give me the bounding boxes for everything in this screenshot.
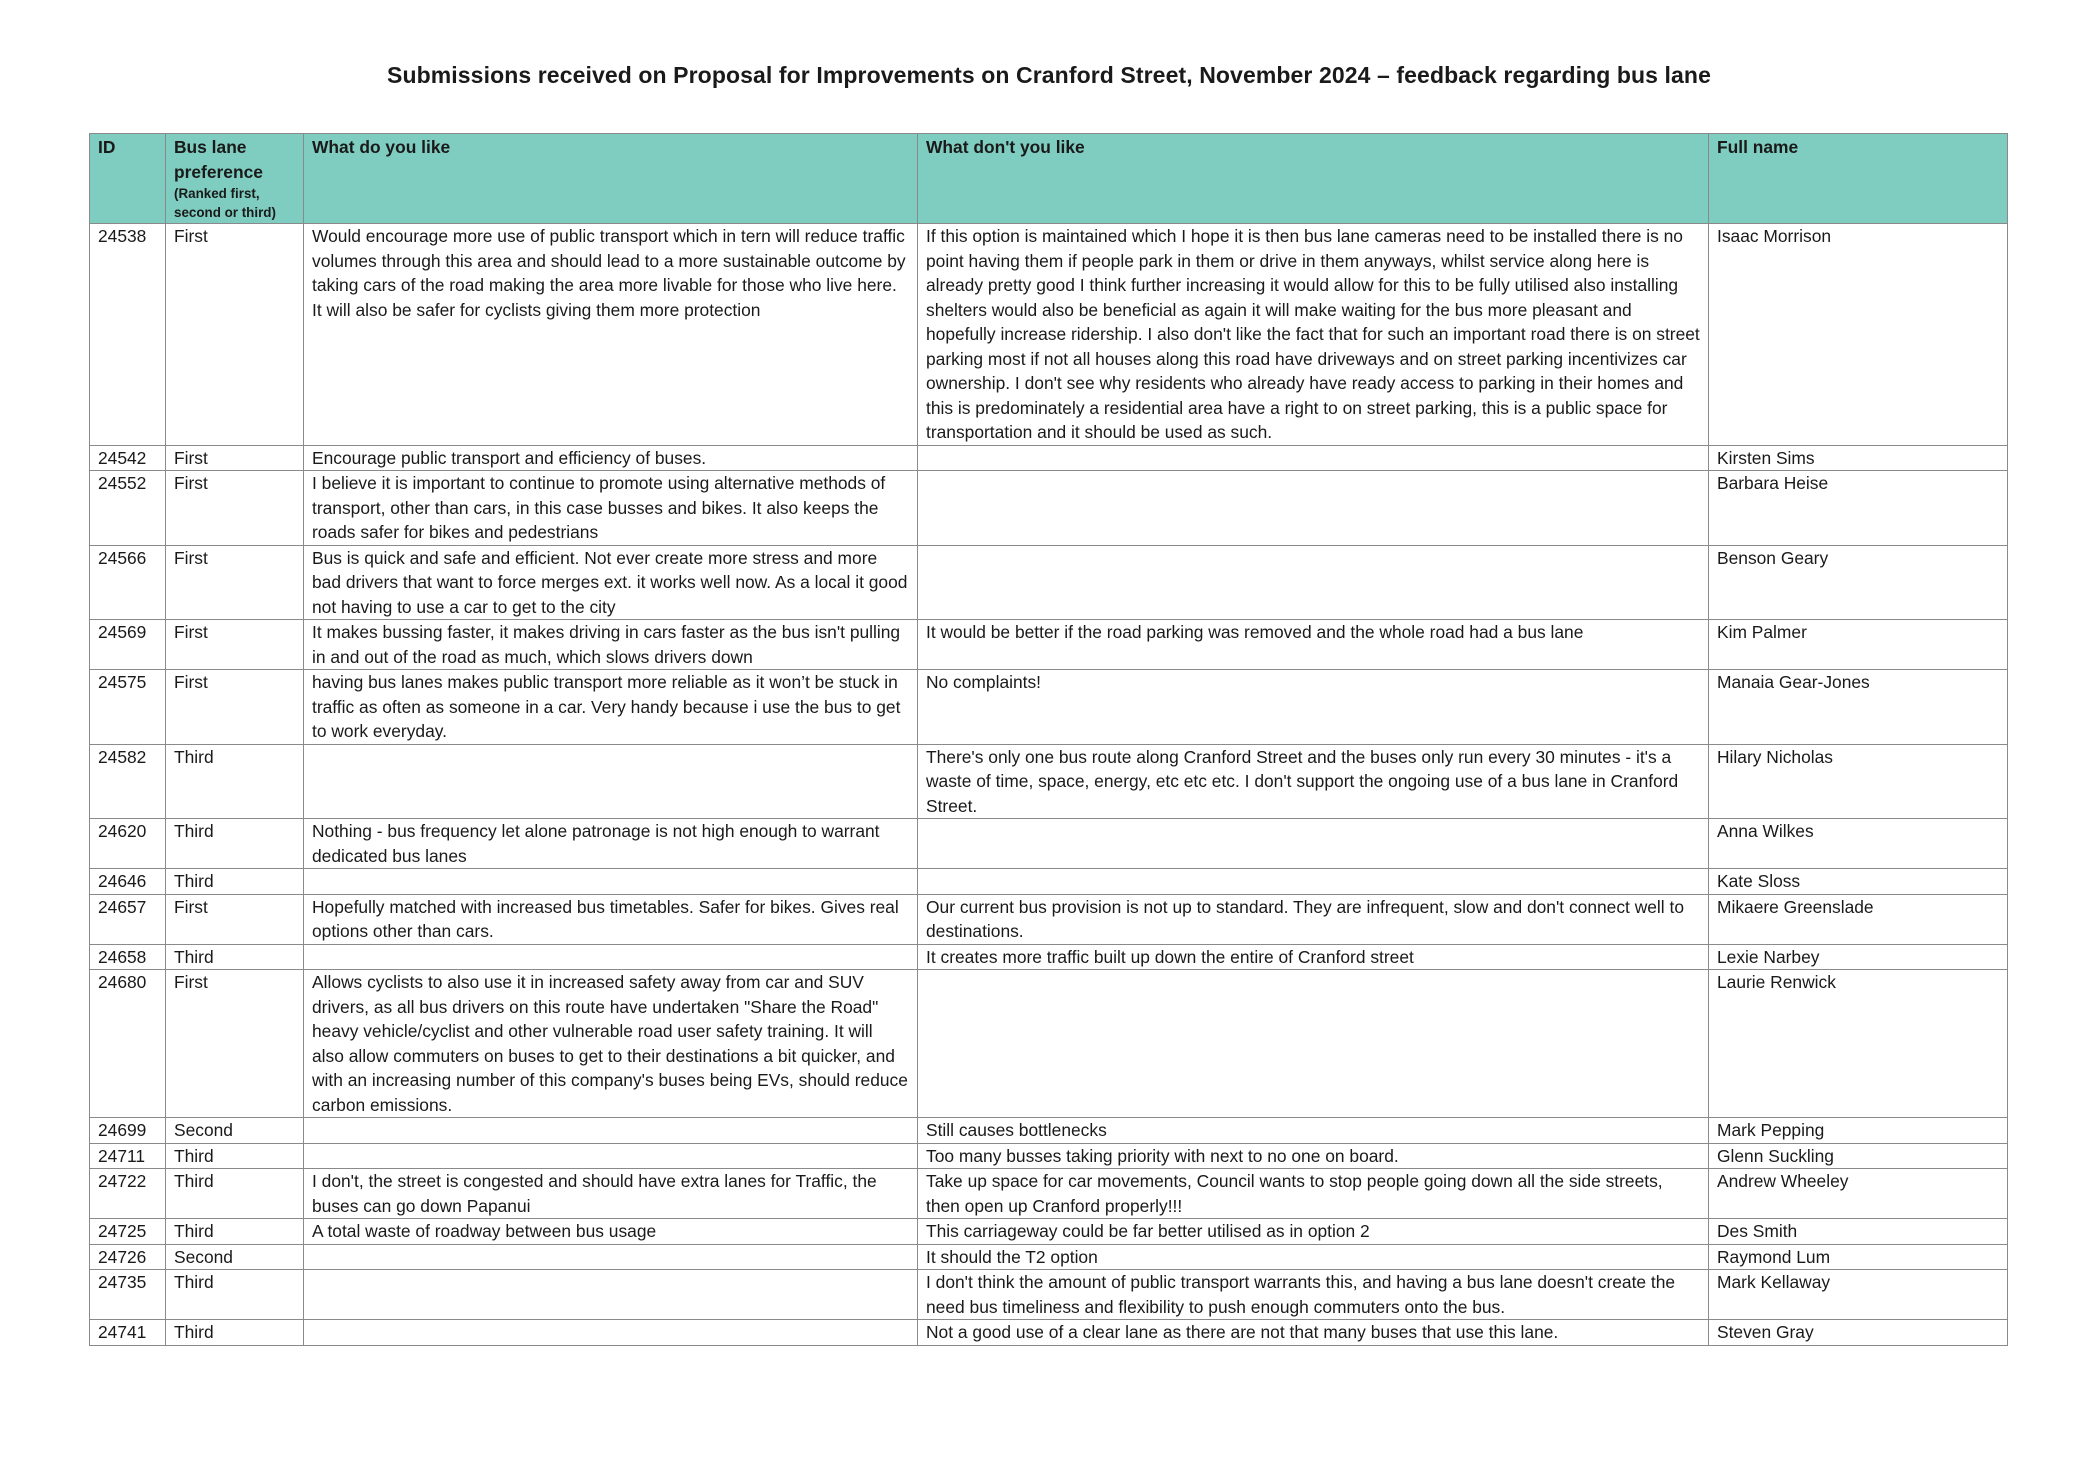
cell-dislike [918, 545, 1709, 620]
cell-preference: Third [166, 1320, 304, 1346]
cell-id: 24569 [90, 620, 166, 670]
cell-dislike: It should the T2 option [918, 1244, 1709, 1270]
cell-dislike [918, 819, 1709, 869]
cell-name: Kate Sloss [1709, 869, 2008, 895]
cell-name: Barbara Heise [1709, 471, 2008, 546]
cell-preference: Third [166, 819, 304, 869]
cell-name: Kirsten Sims [1709, 445, 2008, 471]
table-row [90, 894, 2008, 944]
table-row [90, 1143, 2008, 1169]
cell-preference: Second [166, 1244, 304, 1270]
cell-dislike: It creates more traffic built up down the entire of Cranford street [918, 944, 1709, 970]
cell-dislike [918, 471, 1709, 546]
cell-dislike [918, 869, 1709, 895]
cell-like [304, 1244, 918, 1270]
table-row [90, 944, 2008, 970]
cell-id: 24566 [90, 545, 166, 620]
table-row [90, 471, 2008, 546]
cell-name: Benson Geary [1709, 545, 2008, 620]
cell-name: Laurie Renwick [1709, 970, 2008, 1118]
table-row [90, 869, 2008, 895]
cell-like: It makes bussing faster, it makes driving in cars faster as the bus isn't pulling in and out of the road as much, which slows drivers down [304, 620, 918, 670]
cell-preference: Third [166, 1143, 304, 1169]
cell-preference: First [166, 445, 304, 471]
cell-dislike: Our current bus provision is not up to standard. They are infrequent, slow and don't connect well to destinations. [918, 894, 1709, 944]
cell-dislike: Still causes bottlenecks [918, 1118, 1709, 1144]
cell-like [304, 1320, 918, 1346]
cell-preference: First [166, 670, 304, 745]
cell-dislike: There's only one bus route along Cranford Street and the buses only run every 30 minutes - it's a waste of time, space, energy, etc etc etc. I don't support the ongoing use of a bus lane in Cranford Street. [918, 744, 1709, 819]
cell-name: Manaia Gear-Jones [1709, 670, 2008, 745]
cell-preference: First [166, 471, 304, 546]
cell-dislike: Take up space for car movements, Council wants to stop people going down all the side streets, then open up Cranford properly!!! [918, 1169, 1709, 1219]
header-id: ID [90, 134, 166, 224]
cell-id: 24538 [90, 224, 166, 446]
cell-preference: Third [166, 944, 304, 970]
header-preference [166, 134, 304, 224]
page-title: Submissions received on Proposal for Improvements on Cranford Street, November 2024 – feedback regarding bus lane [387, 62, 1711, 88]
cell-dislike: It would be better if the road parking was removed and the whole road had a bus lane [918, 620, 1709, 670]
header-name: Full name [1709, 134, 2008, 224]
cell-id: 24575 [90, 670, 166, 745]
cell-id: 24725 [90, 1219, 166, 1245]
cell-name: Mark Kellaway [1709, 1270, 2008, 1320]
table-row [90, 1270, 2008, 1320]
cell-like: Allows cyclists to also use it in increased safety away from car and SUV drivers, as all bus drivers on this route have undertaken "Share the Road" heavy vehicle/cyclist and other vulnerable road user safety training. It will also allow commuters on buses to get to their destinations a bit quicker, and with an increasing number of this company's buses being EVs, should reduce carbon emissions. [304, 970, 918, 1118]
cell-like [304, 1118, 918, 1144]
cell-like [304, 869, 918, 895]
table-row [90, 1244, 2008, 1270]
table-row [90, 819, 2008, 869]
cell-name: Glenn Suckling [1709, 1143, 2008, 1169]
cell-id: 24646 [90, 869, 166, 895]
header-preference-note: (Ranked first, second or third) [174, 186, 276, 220]
cell-name: Kim Palmer [1709, 620, 2008, 670]
cell-id: 24542 [90, 445, 166, 471]
cell-dislike: This carriageway could be far better utilised as in option 2 [918, 1219, 1709, 1245]
cell-like: Hopefully matched with increased bus timetables. Safer for bikes. Gives real options other than cars. [304, 894, 918, 944]
cell-preference: Third [166, 1270, 304, 1320]
cell-preference: First [166, 224, 304, 446]
cell-like: I believe it is important to continue to promote using alternative methods of transport, other than cars, in this case busses and bikes. It also keeps the roads safer for bikes and pedestrians [304, 471, 918, 546]
cell-id: 24552 [90, 471, 166, 546]
header-like: What do you like [304, 134, 918, 224]
cell-name: Des Smith [1709, 1219, 2008, 1245]
cell-like: having bus lanes makes public transport more reliable as it won’t be stuck in traffic as often as someone in a car. Very handy because i use the bus to get to work everyday. [304, 670, 918, 745]
table-row [90, 744, 2008, 819]
cell-preference: Third [166, 744, 304, 819]
table-row [90, 545, 2008, 620]
cell-dislike: No complaints! [918, 670, 1709, 745]
header-preference-label: Bus lane preference [174, 137, 263, 182]
cell-like: A total waste of roadway between bus usage [304, 1219, 918, 1245]
table-row [90, 1320, 2008, 1346]
table-row [90, 1219, 2008, 1245]
cell-name: Lexie Narbey [1709, 944, 2008, 970]
cell-dislike [918, 445, 1709, 471]
cell-like [304, 1143, 918, 1169]
cell-preference: Third [166, 1169, 304, 1219]
cell-like [304, 944, 918, 970]
cell-preference: Second [166, 1118, 304, 1144]
cell-id: 24680 [90, 970, 166, 1118]
feedback-table [89, 133, 2008, 1346]
cell-like: Encourage public transport and efficiency of buses. [304, 445, 918, 471]
table-row [90, 670, 2008, 745]
table-body [90, 224, 2008, 1346]
cell-dislike: Not a good use of a clear lane as there are not that many buses that use this lane. [918, 1320, 1709, 1346]
cell-id: 24658 [90, 944, 166, 970]
cell-id: 24582 [90, 744, 166, 819]
cell-name: Andrew Wheeley [1709, 1169, 2008, 1219]
cell-like: Bus is quick and safe and efficient. Not ever create more stress and more bad drivers that want to force merges ext. it works well now. As a local it good not having to use a car to get to the city [304, 545, 918, 620]
cell-like: Would encourage more use of public transport which in tern will reduce traffic volumes through this area and should lead to a more sustainable outcome by taking cars of the road making the area more livable for those who live here. It will also be safer for cyclists giving them more protection [304, 224, 918, 446]
table-row [90, 620, 2008, 670]
cell-preference: First [166, 545, 304, 620]
cell-like: I don't, the street is congested and should have extra lanes for Traffic, the buses can go down Papanui [304, 1169, 918, 1219]
cell-like: Nothing - bus frequency let alone patronage is not high enough to warrant dedicated bus lanes [304, 819, 918, 869]
cell-preference: Third [166, 869, 304, 895]
cell-dislike: I don't think the amount of public transport warrants this, and having a bus lane doesn't create the need bus timeliness and flexibility to push enough commuters onto the bus. [918, 1270, 1709, 1320]
cell-id: 24722 [90, 1169, 166, 1219]
table-row [90, 224, 2008, 446]
cell-id: 24711 [90, 1143, 166, 1169]
table-row [90, 1118, 2008, 1144]
cell-id: 24735 [90, 1270, 166, 1320]
cell-like [304, 1270, 918, 1320]
table-header-row [90, 134, 2008, 224]
cell-name: Anna Wilkes [1709, 819, 2008, 869]
cell-name: Hilary Nicholas [1709, 744, 2008, 819]
cell-name: Steven Gray [1709, 1320, 2008, 1346]
cell-preference: First [166, 894, 304, 944]
cell-like [304, 744, 918, 819]
cell-id: 24741 [90, 1320, 166, 1346]
cell-name: Mark Pepping [1709, 1118, 2008, 1144]
cell-name: Raymond Lum [1709, 1244, 2008, 1270]
cell-name: Mikaere Greenslade [1709, 894, 2008, 944]
cell-dislike: Too many busses taking priority with next to no one on board. [918, 1143, 1709, 1169]
cell-dislike: If this option is maintained which I hope it is then bus lane cameras need to be installed there is no point having them if people park in them or drive in them anyways, whilst service along here is already pretty good I think further increasing it would allow for this to be fully utilised also installing shelters would also be beneficial as again it will make waiting for the bus more pleasant and hopefully increase ridership. I also don't like the fact that for such an important road there is on street parking most if not all houses along this road have driveways and on street parking incentivizes car ownership. I don't see why residents who already have ready access to parking in their homes and this is predominately a residential area have a right to on street parking, this is a public space for transportation and it should be used as such. [918, 224, 1709, 446]
table-row [90, 445, 2008, 471]
cell-preference: First [166, 620, 304, 670]
cell-id: 24657 [90, 894, 166, 944]
cell-preference: First [166, 970, 304, 1118]
cell-id: 24620 [90, 819, 166, 869]
cell-id: 24699 [90, 1118, 166, 1144]
cell-id: 24726 [90, 1244, 166, 1270]
table-row [90, 970, 2008, 1118]
cell-preference: Third [166, 1219, 304, 1245]
cell-name: Isaac Morrison [1709, 224, 2008, 446]
cell-dislike [918, 970, 1709, 1118]
header-dislike: What don't you like [918, 134, 1709, 224]
table-row [90, 1169, 2008, 1219]
